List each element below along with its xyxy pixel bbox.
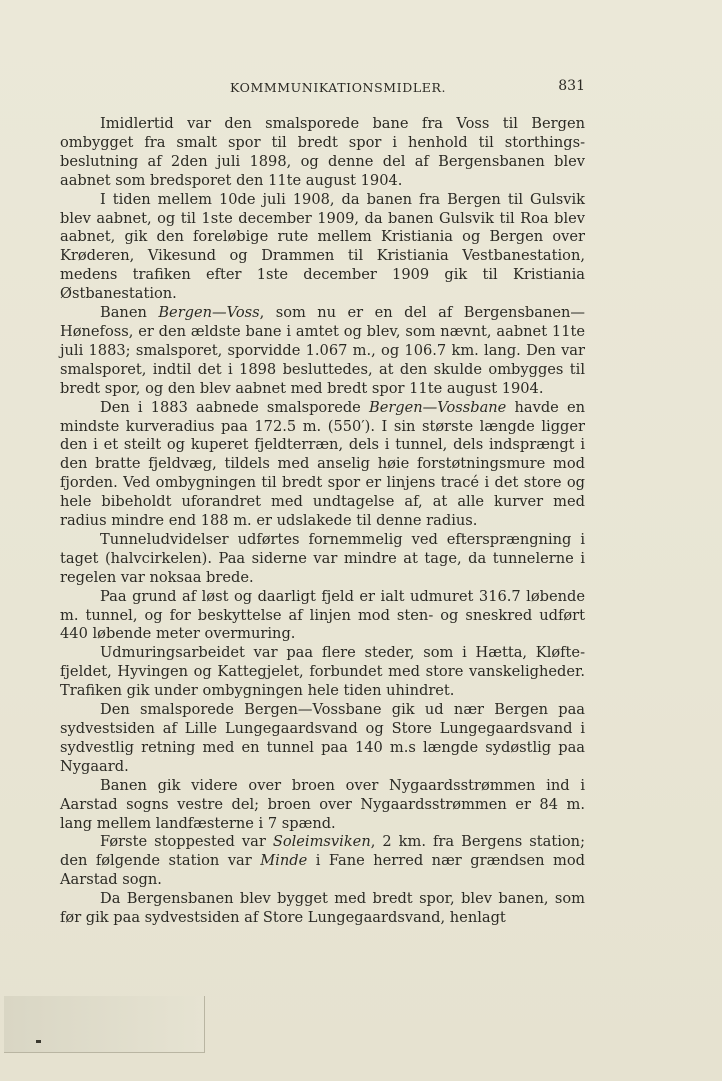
- text-run: Den smalsporede Bergen—Vossbane gik ud nær Bergen paa sydvestsiden af Lille Lungegaardsvand og Store Lungegaardsvand i sydvestlig retning med en tunnel paa 140 m.s længde sydøstlig paa Nygaard.: [60, 701, 585, 775]
- running-head: KOMMMUNIKATIONSMIDLER.: [230, 80, 447, 95]
- paragraph: [60, 531, 585, 588]
- text-run: , som nu er en del af Bergensbanen—Hønefoss, er den ældste bane i amtet og blev, som nævnt, aabnet 11te juli 1883; smalsporet, sporvidde 1.067 m., og 106.7 km. lang. Den var smalsporet, indtil det i 1898 besluttedes, at den skulde ombygges til bredt spor, og den blev aabnet med bredt spor 11te august 1904.: [60, 304, 586, 397]
- paragraph: [60, 644, 585, 701]
- italic-term: Minde: [260, 852, 308, 870]
- paragraph: [60, 399, 585, 531]
- paragraph: [60, 115, 585, 191]
- text-run: havde en mindste kurveradius paa 172.5 m. (550′). I sin største længde ligger den i et steilt og kuperet fjeldterræn, dels i tunnel, dels indsprængt i den bratte fjeldvæg, tildels med anselig høie forstøtningsmure mod fjorden. Ved ombygningen til bredt spor er linjens tracé i det store og hele bibeholdt uforandret med undtagelse af, at alle kurver med radius mindre end 188 m. er udslakede til denne radius.: [60, 398, 585, 530]
- italic-term: Soleimsviken: [272, 833, 371, 851]
- text-run: Udmuringsarbeidet var paa flere steder, som i Hætta, Kløftefjeldet, Hyvingen og Kattegjelet, forbundet med store vanskeligheder. Trafiken gik under ombygningen hele tiden uhindret.: [60, 644, 585, 700]
- text-run: Imidlertid var den smalsporede bane fra Voss til Bergen ombygget fra smalt spor til bredt spor i henhold til storthingsbeslutning af 2den juli 1898, og denne del af Bergensbanen blev aabnet som bredsporet den 11te august 1904.: [60, 115, 585, 189]
- text-run: Den i 1883 aabnede smalsporede: [100, 398, 369, 416]
- paragraph: [60, 304, 585, 399]
- text-run: I tiden mellem 10de juli 1908, da banen fra Bergen til Gulsvik blev aabnet, og til 1ste december 1909, da banen Gulsvik til Roa blev aabnet, gik den foreløbige rute mellem Kristiania og Bergen over Krøderen, Vikesund og Drammen til Kristiania Vestbanestation, medens trafiken efter 1ste december 1909 gik til Kristiania Østbanestation.: [60, 190, 585, 303]
- text-run: Paa grund af løst og daarligt fjeld er ialt udmuret 316.7 løbende m. tunnel, og for beskyttelse af linjen mod sten- og sneskred udført 440 løbende meter overmuring.: [60, 587, 585, 643]
- italic-term: Bergen—Voss: [158, 304, 260, 322]
- text-run: Tunneludvidelser udførtes fornemmelig ved eftersprængning i taget (halvcirkelen). Paa siderne var mindre at tage, da tunnelerne i regelen var noksaa brede.: [60, 530, 585, 586]
- text-run: i Fane herred nær grændsen mod Aarstad sogn.: [60, 852, 586, 889]
- page-number: 831: [558, 78, 585, 94]
- text-run: , 2 km. fra Bergens station; den følgende station var: [60, 833, 585, 870]
- text-run: Da Bergensbanen blev bygget med bredt spor, blev banen, som før gik paa sydvestsiden af Store Lungegaardsvand, henlagt: [60, 890, 585, 927]
- body-text: [60, 115, 585, 928]
- paragraph: [60, 833, 585, 890]
- margin-scan-mark: [4, 996, 205, 1053]
- page-header: [60, 78, 585, 98]
- text-run: Banen gik videre over broen over Nygaardsstrømmen ind i Aarstad sogns vestre del; broen over Nygaardsstrømmen er 84 m. lang mellem landfæsterne i 7 spænd.: [60, 776, 585, 832]
- paragraph: [60, 701, 585, 777]
- paragraph: [60, 890, 585, 928]
- paragraph: [60, 588, 585, 645]
- margin-dot: [36, 1040, 41, 1043]
- paragraph: [60, 777, 585, 834]
- text-run: Banen: [100, 304, 159, 322]
- paragraph: [60, 191, 585, 304]
- italic-term: Bergen—Vossbane: [368, 398, 507, 416]
- text-run: Første stoppested var: [100, 833, 273, 851]
